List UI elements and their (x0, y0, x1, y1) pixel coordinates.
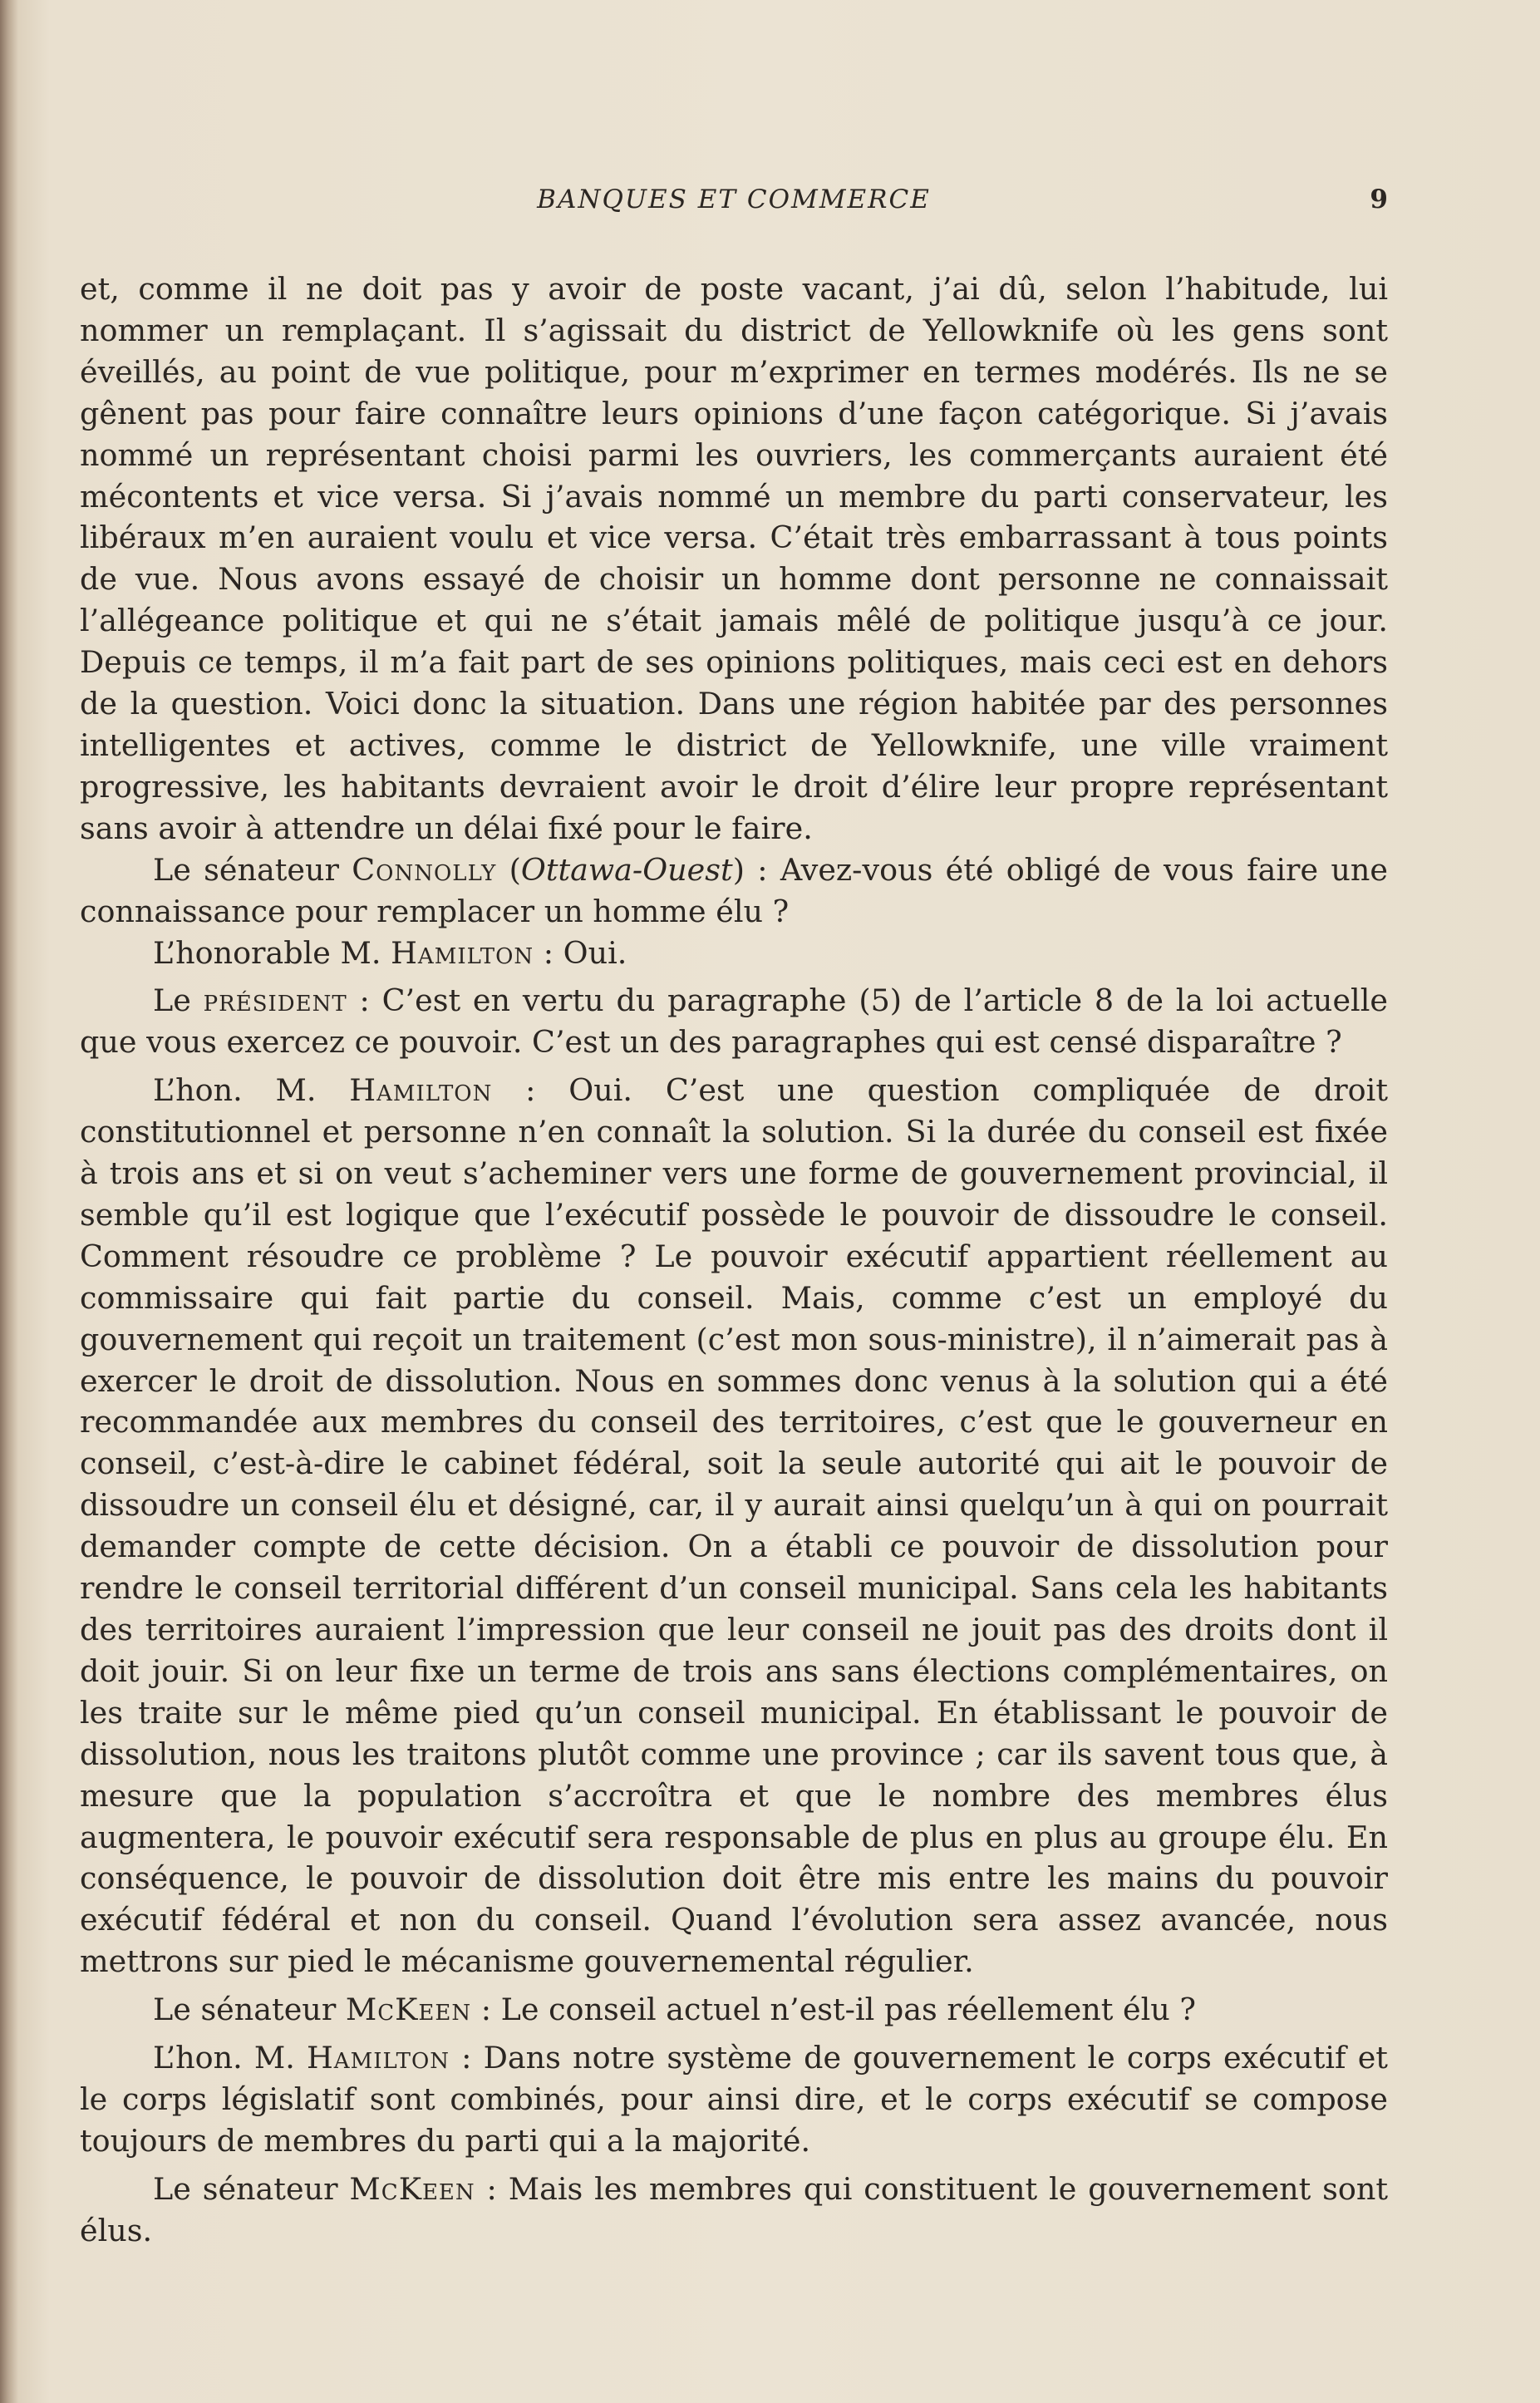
speaker-prefix: Le sénateur (153, 851, 352, 888)
speaker-separator: : (450, 2040, 484, 2076)
speaker-separator: : (347, 982, 382, 1019)
speaker-prefix: Le (153, 982, 204, 1019)
speaker-riding: Ottawa-Ouest (520, 851, 733, 888)
paragraph-text: Oui. C’est une question compliquée de droit constitutionnel et personne n’en connaît la solution. Si la durée du conseil est fixée à trois ans et si on veut s’acheminer vers une forme de gouvernement provincial, il semble qu’il est logique que l’exécutif possède le pouvoir de dissoudre le conseil. Comment résoudre ce problème ? Le pouvoir exécutif appartient réellement au commissaire qui fait partie du conseil. Mais, comme c’est un employé du gouvernement qui reçoit un traitement (c’est mon sous-ministre), il n’aimerait pas à exercer le droit de dissolution. Nous en sommes donc venus à la solution qui a été recommandée aux membres du conseil des territoires, c’est que le gouverneur en conseil, c’est-à-dire le cabinet fédéral, soit la seule autorité qui ait le pouvoir de dissoudre un conseil élu et désigné, car, il y aurait ainsi quelqu’un à qui on pourrait demander compte de cette décision. On a établi ce pouvoir de dissolution pour rendre le conseil territorial différent d’un conseil municipal. Sans cela les habitants des territoires auraient l’impression que leur conseil ne jouit pas des droits dont il doit jouir. Si on leur fixe un terme de trois ans sans élections complémentaires, on les traite sur le même pied qu’un conseil municipal. En établissant le pouvoir de dissolution, nous les traitons plutôt comme une province ; car ils savent tous que, à mesure que la population s’accroîtra et que le nombre des membres élus augmentera, le pouvoir exécutif sera responsable de plus en plus au groupe élu. En conséquence, le pouvoir de dissolution doit être mis entre les mains du pouvoir exécutif fédéral et non du conseil. Quand l’évolution sera assez avancée, nous mettrons sur pied le mécanisme gouvernemental régulier. (80, 1072, 1388, 1980)
speaker-separator: : (471, 1992, 501, 2028)
speaker-name: Hamilton (391, 934, 534, 971)
page-number: 9 (1370, 185, 1388, 214)
paren-close: ) : (732, 851, 780, 888)
page-header (80, 185, 1388, 218)
paragraph-hamilton-1 (80, 933, 1388, 974)
speaker-name: Connolly (352, 851, 497, 888)
paragraph-text: Mais les membres qui constituent le gouvernement sont élus. (80, 2170, 1388, 2248)
speaker-name: Hamilton (349, 1072, 493, 1109)
paragraph-text: Oui. (563, 934, 627, 971)
speaker-prefix: Le sénateur (153, 1992, 346, 2028)
speaker-separator: : (492, 1072, 569, 1109)
running-title: BANQUES ET COMMERCE (537, 185, 931, 214)
paren-open: ( (496, 851, 521, 888)
paragraph-president (80, 980, 1388, 1063)
speaker-prefix: Le sénateur (153, 2170, 350, 2207)
paragraph-hamilton-3 (80, 2037, 1388, 2162)
paragraph-text: Avez-vous été obligé de vous faire une connaissance pour remplacer un homme élu ? (80, 851, 1388, 929)
paragraph-text: Le conseil actuel n’est-il pas réellement élu ? (500, 1992, 1196, 2028)
speaker-prefix: L’hon. M. (153, 1072, 350, 1109)
speaker-separator: : (534, 934, 563, 971)
paragraph-mckeen-1 (80, 1989, 1388, 2031)
body-text (80, 268, 1388, 2252)
paragraph-text: Dans notre système de gouvernement le corps exécutif et le corps législatif sont combinés, pour ainsi dire, et le corps exécutif se compose toujours de membres du parti qui a la majorité. (80, 2040, 1388, 2159)
speaker-name: McKeen (349, 2170, 475, 2207)
speaker-name: président (203, 982, 347, 1019)
speaker-name: Hamilton (306, 2040, 450, 2076)
speaker-prefix: L’hon. M. (153, 2040, 307, 2076)
paragraph-hamilton-2 (80, 1070, 1388, 1982)
paragraph-connolly (80, 849, 1388, 933)
paragraph-text: C’est en vertu du paragraphe (5) de l’article 8 de la loi actuelle que vous exercez ce pouvoir. C’est un des paragraphes qui est censé disparaître ? (80, 982, 1388, 1061)
speaker-separator: : (475, 2170, 509, 2207)
paragraph-mckeen-2 (80, 2169, 1388, 2252)
speaker-name: McKeen (345, 1992, 472, 2028)
speaker-prefix: L’honorable M. (153, 934, 391, 971)
paragraph-continuation (80, 268, 1388, 849)
paragraph-text: et, comme il ne doit pas y avoir de poste vacant, j’ai dû, selon l’habitude, lui nommer un remplaçant. Il s’agissait du district de Yellowknife où les gens sont éveillés, au point de vue politique, pour m’exprimer en termes modérés. Ils ne se gênent pas pour faire connaître leurs opinions d’une façon catégorique. Si j’avais nommé un représentant choisi parmi les ouvriers, les commerçants auraient été mécontents et vice versa. Si j’avais nommé un membre du parti conservateur, les libéraux m’en auraient voulu et vice versa. C’était très embarrassant à tous points de vue. Nous avons essayé de choisir un homme dont personne ne connaissait l’allégeance politique et qui ne s’était jamais mêlé de politique jusqu’à ce jour. Depuis ce temps, il m’a fait part de ses opinions politiques, mais ceci est en dehors de la question. Voici donc la situation. Dans une région habitée par des personnes intelligentes et actives, comme le district de Yellowknife, une ville vraiment progressive, les habitants devraient avoir le droit d’élire leur propre représentant sans avoir à attendre un délai fixé pour le faire. (80, 271, 1388, 846)
